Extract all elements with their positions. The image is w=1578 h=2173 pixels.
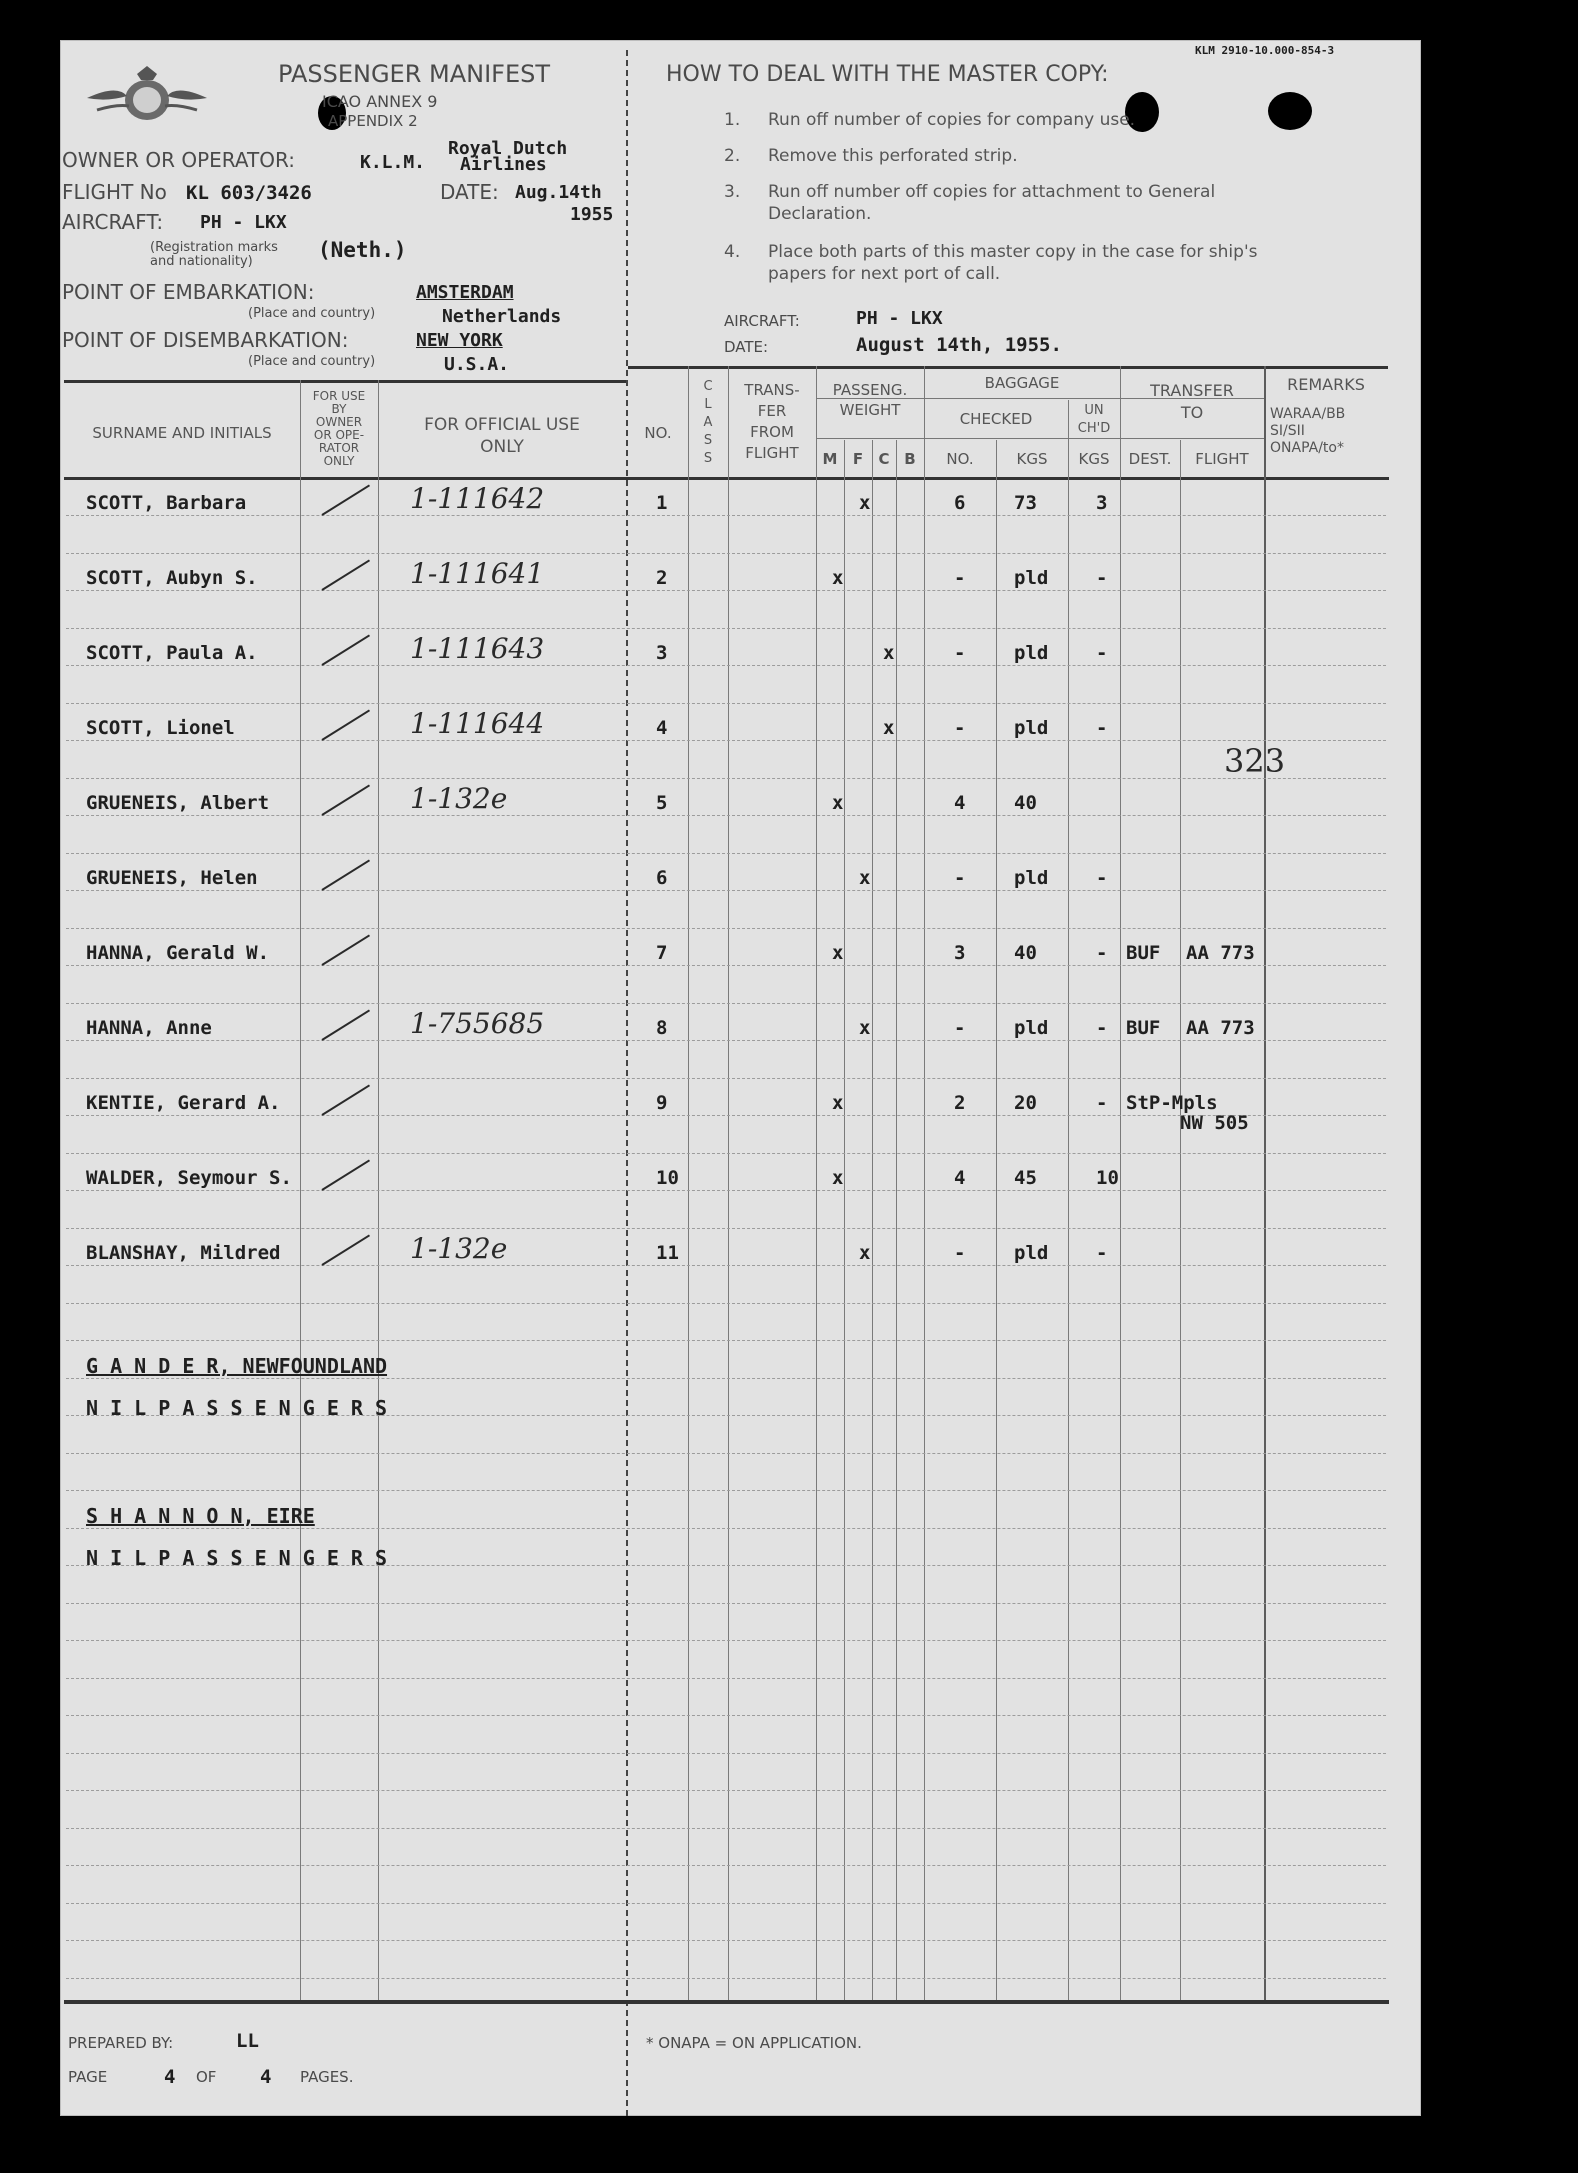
instruction-4-cont: papers for next port of call. — [768, 264, 1001, 284]
owner-check-mark — [321, 559, 370, 590]
baggage-count: - — [954, 567, 966, 589]
passenger-name: SCOTT, Lionel — [86, 717, 235, 739]
passenger-no: 2 — [656, 567, 668, 589]
ruled-line — [66, 1678, 1386, 1679]
ruled-line — [66, 1415, 1386, 1416]
owner-check-mark — [321, 934, 370, 965]
ruled-line — [66, 1265, 1386, 1266]
baggage-count: 2 — [954, 1092, 966, 1114]
ruled-line — [66, 1640, 1386, 1641]
instr-aircraft-label: AIRCRAFT: — [724, 312, 800, 330]
owner-value: K.L.M. — [360, 152, 426, 173]
instruction-1: Run off number of copies for company use. — [768, 110, 1136, 130]
stop-gander: G A N D E R, NEWFOUNDLAND — [86, 1354, 388, 1378]
ruled-line — [66, 1753, 1386, 1754]
perforation-line — [626, 50, 628, 2116]
stop-shannon: S H A N N O N, EIRE — [86, 1504, 315, 1528]
baggage-count: - — [954, 717, 966, 739]
instructions-title: HOW TO DEAL WITH THE MASTER COPY: — [666, 62, 1109, 87]
col-weight-c: C — [878, 450, 890, 468]
form-code: KLM 2910-10.000-854-3 — [1195, 44, 1335, 57]
ruled-line — [66, 1565, 1386, 1566]
owner-value-line2: Royal Dutch — [448, 138, 568, 159]
baggage-kgs: pld — [1014, 642, 1049, 664]
total-pages: 4 — [260, 2066, 272, 2088]
ruled-line — [66, 1303, 1386, 1304]
official-use-number: 1-755685 — [410, 1007, 545, 1040]
instruction-3: Run off number off copies for attachment to General — [768, 182, 1216, 202]
passenger-name: GRUENEIS, Helen — [86, 867, 258, 889]
ruled-line — [66, 1865, 1386, 1866]
disembarkation-place-note: (Place and country) — [248, 354, 376, 369]
col-baggage: BAGGAGE — [984, 374, 1060, 392]
owner-check-mark — [321, 1009, 370, 1040]
ruled-line — [66, 853, 1386, 854]
flight-label: FLIGHT No — [62, 180, 167, 204]
ruled-line — [66, 1340, 1386, 1341]
unchecked-kgs: - — [1096, 1092, 1108, 1114]
transfer-flight: AA 773 — [1186, 1017, 1255, 1039]
owner-check-mark — [321, 484, 370, 515]
ruled-line — [66, 1828, 1386, 1829]
passenger-no: 10 — [656, 1167, 679, 1189]
manifest-title: PASSENGER MANIFEST — [278, 60, 551, 88]
ruled-line — [66, 1153, 1386, 1154]
col-transfer-from: TRANS- FER FROM FLIGHT — [744, 381, 800, 462]
passenger-name: GRUENEIS, Albert — [86, 792, 270, 814]
date-year: 1955 — [570, 204, 614, 225]
passenger-name: BLANSHAY, Mildred — [86, 1242, 281, 1264]
instruction-3-num: 3. — [724, 182, 741, 202]
unchecked-kgs: 10 — [1096, 1167, 1119, 1189]
ruled-line — [66, 1040, 1386, 1041]
ruled-line — [66, 1190, 1386, 1191]
ruled-line — [66, 1078, 1386, 1079]
appendix: APPENDIX 2 — [328, 112, 418, 130]
col-weight-m: M — [822, 450, 838, 468]
ruled-line — [66, 740, 1386, 741]
ruled-line — [66, 1940, 1386, 1941]
ruled-line — [66, 553, 1386, 554]
punch-hole — [1268, 92, 1312, 130]
weight-mark: x — [859, 492, 871, 514]
ruled-line — [66, 1003, 1386, 1004]
official-use-number: 1-111642 — [410, 482, 545, 515]
passenger-no: 1 — [656, 492, 668, 514]
owner-check-mark — [321, 784, 370, 815]
col-dest: DEST. — [1128, 450, 1172, 468]
weight-mark: x — [883, 717, 895, 739]
of-label: OF — [196, 2068, 217, 2086]
passenger-no: 6 — [656, 867, 668, 889]
disembarkation-country: U.S.A. — [444, 354, 510, 375]
instr-date-label: DATE: — [724, 338, 769, 356]
ruled-line — [66, 628, 1386, 629]
embarkation-label: POINT OF EMBARKATION: — [62, 280, 315, 304]
baggage-kgs: 45 — [1014, 1167, 1037, 1189]
remark-number: 323 — [1224, 742, 1286, 780]
ruled-line — [66, 703, 1386, 704]
ruled-line — [66, 1903, 1386, 1904]
aircraft-value: PH - LKX — [200, 212, 287, 233]
unchecked-kgs: - — [1096, 642, 1108, 664]
official-use-number: 1-111644 — [410, 707, 545, 740]
unchecked-kgs: - — [1096, 942, 1108, 964]
baggage-kgs: pld — [1014, 867, 1049, 889]
ruled-line — [66, 778, 1386, 779]
weight-mark: x — [859, 1242, 871, 1264]
disembarkation-city: NEW YORK — [416, 330, 503, 351]
ruled-line — [66, 1378, 1386, 1379]
weight-mark: x — [883, 642, 895, 664]
owner-check-mark — [321, 1234, 370, 1265]
passenger-no: 11 — [656, 1242, 679, 1264]
owner-check-mark — [321, 859, 370, 890]
ruled-line — [66, 515, 1386, 516]
weight-mark: x — [859, 1017, 871, 1039]
baggage-kgs: pld — [1014, 567, 1049, 589]
prepared-by-label: PREPARED BY: — [68, 2034, 174, 2052]
weight-mark: x — [832, 1092, 844, 1114]
col-weight-f: F — [852, 450, 864, 468]
col-checked: CHECKED — [959, 410, 1033, 428]
ruled-line — [66, 1978, 1386, 1979]
ruled-line — [66, 1603, 1386, 1604]
owner-check-mark — [321, 1084, 370, 1115]
date-label: DATE: — [440, 180, 499, 204]
baggage-count: - — [954, 1242, 966, 1264]
passenger-no: 9 — [656, 1092, 668, 1114]
pages-label: PAGES. — [300, 2068, 354, 2086]
col-unchecked-kgs: KGS — [1078, 450, 1110, 468]
baggage-kgs: pld — [1014, 1242, 1049, 1264]
unchecked-kgs: 3 — [1096, 492, 1108, 514]
ruled-line — [66, 1490, 1386, 1491]
ruled-line — [66, 1790, 1386, 1791]
col-transfer-to: TRANSFER TO — [1150, 381, 1234, 422]
col-bag-no: NO. — [946, 450, 974, 468]
registration-note: (Registration marks — [150, 240, 278, 255]
embarkation-city: AMSTERDAM — [416, 282, 514, 303]
ruled-line — [66, 1528, 1386, 1529]
baggage-count: 4 — [954, 1167, 966, 1189]
col-weight-b: B — [904, 450, 916, 468]
aircraft-label: AIRCRAFT: — [62, 210, 164, 234]
official-use-number: 1-111641 — [410, 557, 545, 590]
transfer-dest: BUF — [1126, 1017, 1161, 1039]
ruled-line — [66, 590, 1386, 591]
owner-check-mark — [321, 634, 370, 665]
col-class: C L A S S — [703, 379, 713, 466]
baggage-count: 6 — [954, 492, 966, 514]
col-official-use: FOR OFFICIAL USE ONLY — [424, 415, 580, 457]
col-remarks: REMARKS — [1287, 375, 1365, 394]
unchecked-kgs: - — [1096, 867, 1108, 889]
passenger-name: HANNA, Gerald W. — [86, 942, 270, 964]
passenger-name: HANNA, Anne — [86, 1017, 212, 1039]
col-remarks-codes: WARAA/BB SI/SII ONAPA/to* — [1270, 406, 1346, 456]
passenger-name: KENTIE, Gerard A. — [86, 1092, 281, 1114]
transfer-dest: BUF — [1126, 942, 1161, 964]
owner-label: OWNER OR OPERATOR: — [62, 148, 295, 172]
registration-value: (Neth.) — [318, 238, 407, 262]
passenger-no: 3 — [656, 642, 668, 664]
col-owner-use: FOR USE BY OWNER OR OPE- RATOR ONLY — [312, 389, 366, 468]
passenger-name: SCOTT, Paula A. — [86, 642, 258, 664]
registration-note-2: and nationality) — [150, 254, 253, 269]
weight-mark: x — [859, 867, 871, 889]
klm-crown-logo — [82, 58, 212, 134]
instruction-1-num: 1. — [724, 110, 741, 130]
weight-mark: x — [832, 942, 844, 964]
col-unchecked: UN CH'D — [1077, 403, 1111, 436]
stop-shannon-note: N I L P A S S E N G E R S — [86, 1546, 388, 1570]
ruled-line — [66, 965, 1386, 966]
owner-value-line3: Airlines — [460, 154, 547, 175]
weight-mark: x — [832, 1167, 844, 1189]
disembarkation-label: POINT OF DISEMBARKATION: — [62, 328, 349, 352]
baggage-count: 3 — [954, 942, 966, 964]
transfer-dest: StP-Mpls — [1126, 1092, 1218, 1114]
official-use-number: 1-132e — [410, 782, 508, 815]
instruction-2: Remove this perforated strip. — [768, 146, 1018, 166]
baggage-kgs: 40 — [1014, 942, 1037, 964]
onapa-note: * ONAPA = ON APPLICATION. — [646, 2034, 862, 2052]
passenger-name: WALDER, Seymour S. — [86, 1167, 292, 1189]
ruled-line — [66, 815, 1386, 816]
baggage-kgs: 40 — [1014, 792, 1037, 814]
instr-aircraft-value: PH - LKX — [856, 308, 943, 329]
col-bag-kgs: KGS — [1016, 450, 1048, 468]
embarkation-place-note: (Place and country) — [248, 306, 376, 321]
baggage-count: - — [954, 1017, 966, 1039]
instruction-3-cont: Declaration. — [768, 204, 872, 224]
date-value: Aug.14th — [515, 182, 602, 203]
owner-check-mark — [321, 1159, 370, 1190]
passenger-no: 8 — [656, 1017, 668, 1039]
passenger-no: 4 — [656, 717, 668, 739]
ruled-line — [66, 928, 1386, 929]
weight-mark: x — [832, 792, 844, 814]
instruction-2-num: 2. — [724, 146, 741, 166]
page-label: PAGE — [68, 2068, 108, 2086]
col-no: NO. — [644, 424, 672, 442]
ruled-line — [66, 890, 1386, 891]
passenger-no: 5 — [656, 792, 668, 814]
unchecked-kgs: - — [1096, 567, 1108, 589]
transfer-flight: NW 505 — [1180, 1112, 1249, 1134]
unchecked-kgs: - — [1096, 1242, 1108, 1264]
baggage-kgs: 73 — [1014, 492, 1037, 514]
baggage-count: - — [954, 867, 966, 889]
col-surname: SURNAME AND INITIALS — [92, 424, 272, 442]
official-use-number: 1-132e — [410, 1232, 508, 1265]
unchecked-kgs: - — [1096, 1017, 1108, 1039]
ruled-line — [66, 1453, 1386, 1454]
passenger-no: 7 — [656, 942, 668, 964]
weight-mark: x — [832, 567, 844, 589]
passenger-name: SCOTT, Aubyn S. — [86, 567, 258, 589]
ruled-line — [66, 665, 1386, 666]
manifest-paper — [60, 40, 1421, 2116]
ruled-line — [66, 1715, 1386, 1716]
baggage-kgs: pld — [1014, 717, 1049, 739]
col-passenger-weight: PASSENG. WEIGHT — [832, 381, 908, 419]
flight-value: KL 603/3426 — [186, 182, 312, 204]
ruled-line — [66, 1228, 1386, 1229]
stop-gander-note: N I L P A S S E N G E R S — [86, 1396, 388, 1420]
baggage-kgs: 20 — [1014, 1092, 1037, 1114]
icao-annex: ICAO ANNEX 9 — [322, 92, 438, 111]
instruction-4-num: 4. — [724, 242, 741, 262]
col-flight: FLIGHT — [1195, 450, 1249, 468]
instruction-4: Place both parts of this master copy in the case for ship's — [768, 242, 1258, 262]
passenger-name: SCOTT, Barbara — [86, 492, 247, 514]
prepared-by-value: LL — [236, 2030, 259, 2052]
transfer-flight: AA 773 — [1186, 942, 1255, 964]
official-use-number: 1-111643 — [410, 632, 545, 665]
baggage-count: - — [954, 642, 966, 664]
owner-check-mark — [321, 709, 370, 740]
unchecked-kgs: - — [1096, 717, 1108, 739]
embarkation-country: Netherlands — [442, 306, 562, 327]
baggage-kgs: pld — [1014, 1017, 1049, 1039]
page-number: 4 — [164, 2066, 176, 2088]
instr-date-value: August 14th, 1955. — [856, 334, 1062, 356]
baggage-count: 4 — [954, 792, 966, 814]
